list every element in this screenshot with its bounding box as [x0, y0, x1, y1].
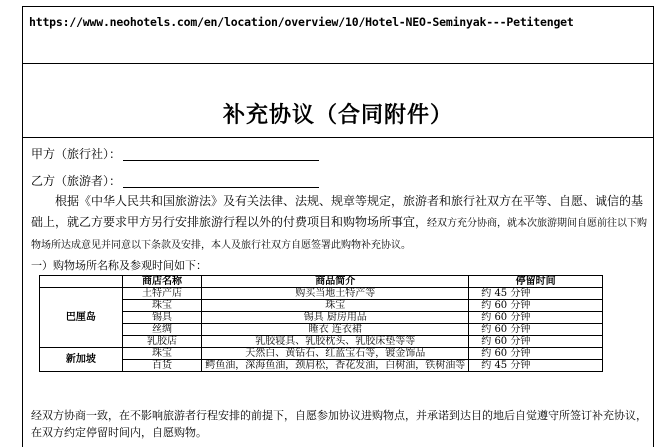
table-row: [40, 312, 603, 324]
document-frame: [22, 6, 654, 447]
party-b-blank: [123, 187, 319, 188]
title-row: [23, 64, 653, 138]
shop-cell: 土特产店: [122, 288, 201, 300]
time-cell: 约 45 分钟: [469, 360, 603, 372]
time-cell: 约 60 分钟: [469, 348, 603, 360]
time-cell: 约 60 分钟: [469, 324, 603, 336]
table-row: [40, 288, 603, 300]
party-a-label: 甲方（旅行社）：: [31, 147, 122, 161]
party-b-label: 乙方（旅游者）：: [31, 174, 122, 188]
time-cell: 约 60 分钟: [469, 312, 603, 324]
shop-cell: 乳胶店: [122, 336, 201, 348]
time-cell: 约 45 分钟: [469, 288, 603, 300]
shop-cell: 丝绸: [122, 324, 201, 336]
shop-cell: 锡具: [122, 312, 201, 324]
region-name: 新加坡: [40, 348, 123, 372]
table-row: [40, 300, 603, 312]
table-header-goods: 商品简介: [202, 276, 469, 288]
table-header-blank: [40, 276, 123, 288]
main-paragraph: [31, 191, 649, 256]
source-url: https://www.neohotels.com/en/location/overview/10/Hotel-NEO-Seminyak---Petitenget: [29, 15, 574, 29]
table-row: [40, 324, 603, 336]
party-b-line: [31, 172, 319, 189]
section-title: 一）购物场所名称及参观时间如下：: [31, 259, 207, 272]
table-header-time: 停留时间: [469, 276, 603, 288]
shop-cell: 珠宝: [122, 348, 201, 360]
goods-cell: 天然白、黄钻石、红蓝宝石等，镀金饰品: [202, 348, 469, 360]
closing-paragraph: 经双方协商一致，在不影响旅游者行程安排的前提下，自愿参加协议进购物点，并承诺到达目的地后自觉遵守所签订补充协议，在双方约定停留时间内，自愿购物。: [31, 409, 647, 439]
paragraph-main-text: 根据《中华人民共和国旅游法》及有关法律、法规、规章等规定，旅游者和旅行社双方在平等、自愿、诚信的基础上，就乙方要求甲方另行安排旅游行程以外的付费项目和购物场所事宜，: [31, 194, 644, 229]
goods-cell: 珠宝: [202, 300, 469, 312]
party-a-blank: [123, 160, 319, 161]
goods-cell: 睡衣 连衣裙: [202, 324, 469, 336]
goods-cell: 乳胶寝具、乳胶枕头、乳胶床垫等等: [202, 336, 469, 348]
document-title: 补充协议（合同附件）: [222, 102, 453, 128]
shop-cell: 珠宝: [122, 300, 201, 312]
paragraph-small-text: 经双方充分协商，就本次旅游期间自愿前往以下购物场所达成意见并同意以下条款及安排，本人及旅行社双方自愿签署此购物补充协议。: [31, 218, 648, 251]
table-header-row: [40, 276, 603, 288]
goods-cell: 锡具 厨房用品: [202, 312, 469, 324]
url-header-row: [23, 7, 653, 64]
table-row: [40, 348, 603, 360]
table-row: [40, 336, 603, 348]
time-cell: 约 60 分钟: [469, 336, 603, 348]
table-row: [40, 360, 603, 372]
time-cell: 约 60 分钟: [469, 300, 603, 312]
party-a-line: [31, 145, 319, 162]
goods-cell: 购买当地土特产等: [202, 288, 469, 300]
table-header-shop: 商店名称: [122, 276, 201, 288]
shop-cell: 百货: [122, 360, 201, 372]
shopping-table: [39, 275, 603, 372]
region-name: 巴厘岛: [40, 288, 123, 348]
goods-cell: 鳄鱼油，深海鱼油，颈肩松，香花发油，白树油，铁树油等: [202, 360, 469, 372]
